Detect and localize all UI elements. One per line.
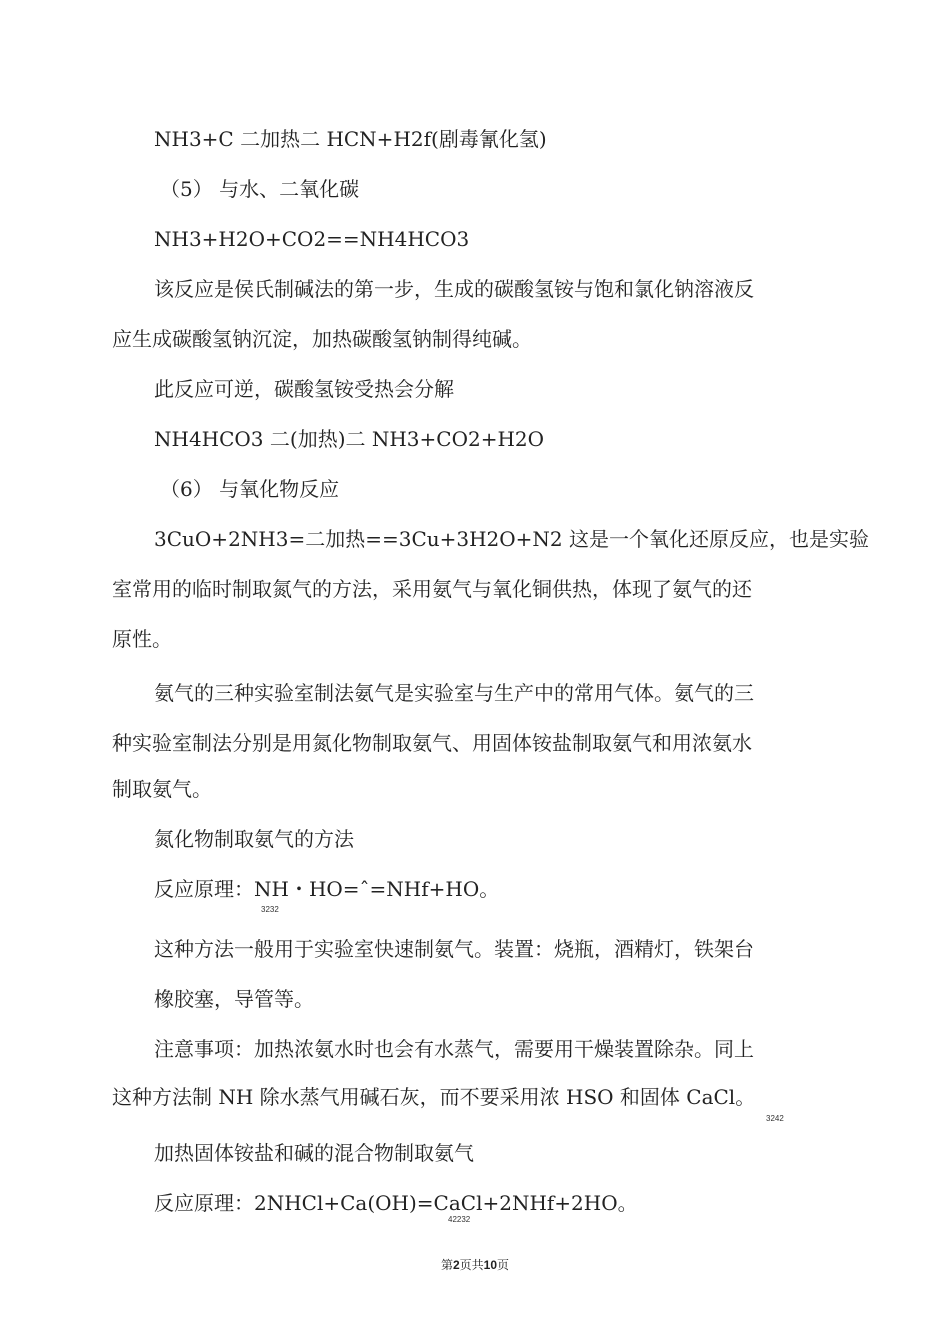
text-line: 应生成碳酸氢钠沉淀，加热碳酸氢钠制得纯碱。 <box>112 327 532 351</box>
text-line: 原性。 <box>112 627 172 651</box>
text-line: 注意事项：加热浓氨水时也会有水蒸气，需要用干燥装置除杂。同上 <box>154 1037 754 1061</box>
text-line: 该反应是侯氏制碱法的第一步，生成的碳酸氢铵与饱和氯化钠溶液反 <box>154 277 754 301</box>
text-line: 橡胶塞，导管等。 <box>154 987 314 1011</box>
text-line: 加热固体铵盐和碱的混合物制取氨气 <box>154 1141 474 1165</box>
subscript-label: 3232 <box>261 905 279 914</box>
text-line: 氮化物制取氨气的方法 <box>154 827 354 851</box>
text-line: 种实验室制法分别是用氮化物制取氨气、用固体铵盐制取氨气和用浓氨水 <box>112 731 752 755</box>
subscript-label: 42232 <box>448 1215 471 1224</box>
equation-line: 反应原理：2NHCl+Ca(OH)=CaCl+2NHf+2HO。 <box>154 1191 638 1215</box>
text-line: 此反应可逆，碳酸氢铵受热会分解 <box>154 377 454 401</box>
section-heading: （6） 与氧化物反应 <box>160 477 340 501</box>
text-line: 室常用的临时制取氮气的方法，采用氨气与氧化铜供热，体现了氨气的还 <box>112 577 752 601</box>
text-line: 这种方法一般用于实验室快速制氨气。装置：烧瓶，酒精灯，铁架台 <box>154 937 754 961</box>
page-footer <box>0 1256 950 1273</box>
equation-line: NH3+H2O+CO2==NH4HCO3 <box>154 227 470 251</box>
current-page-number: 2 <box>452 1258 460 1272</box>
text-line: 这种方法制 NH 除水蒸气用碱石灰，而不要采用浓 HSO 和固体 CaCl。 <box>112 1085 756 1109</box>
equation-line: NH4HCO3 二(加热)二 NH3+CO2+H2O <box>154 427 545 451</box>
subscript-label: 3242 <box>766 1114 784 1123</box>
total-page-number: 10 <box>483 1258 498 1272</box>
section-heading: （5） 与水、二氧化碳 <box>160 177 360 201</box>
text-line: 氨气的三种实验室制法氨气是实验室与生产中的常用气体。氨气的三 <box>154 681 754 705</box>
text-line: 3CuO+2NH3=二加热==3Cu+3H2O+N2 这是一个氧化还原反应，也是实验 <box>154 527 870 551</box>
footer-suffix: 页 <box>497 1258 510 1272</box>
text-line: 制取氨气。 <box>112 777 212 801</box>
footer-middle: 页共 <box>459 1258 484 1272</box>
text-line: NH3+C 二加热二 HCN+H2f(剧毒氰化氢) <box>154 127 547 151</box>
equation-line: 反应原理：NH・HO=ˆ=NHf+HO。 <box>154 877 500 901</box>
footer-prefix: 第 <box>440 1258 453 1272</box>
